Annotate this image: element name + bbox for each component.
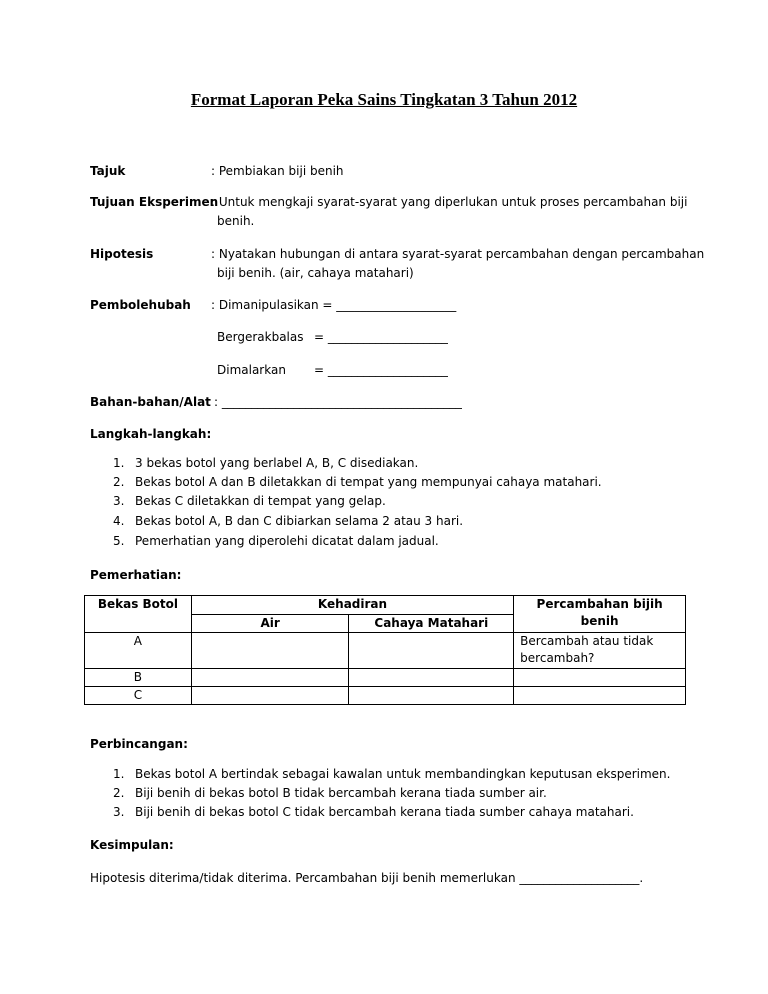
- bahan-label: Bahan-bahan/Alat: [90, 395, 211, 409]
- bergerakbalas-label: Bergerakbalas: [217, 330, 304, 344]
- list-item-number: 2.: [113, 475, 125, 489]
- cell-cahaya-b: [349, 669, 514, 687]
- row-label-b: B: [85, 669, 192, 687]
- list-item: 3 bekas botol yang berlabel A, B, C disediakan.: [135, 456, 419, 470]
- table-row: [85, 687, 686, 705]
- bergerakbalas-blank: = ____________________: [314, 330, 448, 344]
- pemerhatian-heading: Pemerhatian:: [90, 568, 182, 582]
- dimalarkan-blank: = ____________________: [314, 363, 448, 377]
- cell-cahaya-c: [349, 687, 514, 705]
- list-item-number: 3.: [113, 805, 125, 819]
- cell-air-a: [191, 633, 349, 669]
- dimalarkan-label: Dimalarkan: [217, 363, 286, 377]
- col-header-kehadiran: Kehadiran: [191, 596, 513, 615]
- list-item-number: 5.: [113, 534, 125, 548]
- observation-table: [84, 595, 686, 705]
- list-item-number: 3.: [113, 494, 125, 508]
- pembolehubah-label: Pembolehubah: [90, 298, 191, 312]
- list-item-number: 4.: [113, 514, 125, 528]
- tujuan-value-2: benih.: [217, 214, 255, 228]
- hipotesis-label: Hipotesis: [90, 247, 154, 261]
- list-item-number: 2.: [113, 786, 125, 800]
- list-item: Biji benih di bekas botol B tidak bercambah kerana tiada sumber air.: [135, 786, 547, 800]
- list-item-number: 1.: [113, 767, 125, 781]
- tajuk-value: : Pembiakan biji benih: [211, 164, 344, 178]
- row-label-c: C: [85, 687, 192, 705]
- list-item-number: 1.: [113, 456, 125, 470]
- cell-result-b: [514, 669, 686, 687]
- list-item: Bekas botol A dan B diletakkan di tempat yang mempunyai cahaya matahari.: [135, 475, 602, 489]
- page-title: Format Laporan Peka Sains Tingkatan 3 Tahun 2012: [190, 90, 578, 109]
- cell-air-c: [191, 687, 349, 705]
- hipotesis-value-2: biji benih. (air, cahaya matahari): [217, 266, 414, 280]
- bahan-blank: : ________________________________________: [214, 395, 462, 409]
- table-row: [85, 669, 686, 687]
- list-item: Bekas C diletakkan di tempat yang gelap.: [135, 494, 386, 508]
- col-header-percambahan: Percambahan bijih benih: [514, 596, 686, 633]
- kesimpulan-heading: Kesimpulan:: [90, 838, 174, 852]
- cell-air-b: [191, 669, 349, 687]
- dimanipulasikan-field: : Dimanipulasikan = ____________________: [211, 298, 457, 312]
- cell-result-a: Bercambah atau tidak bercambah?: [514, 633, 686, 669]
- hipotesis-value: : Nyatakan hubungan di antara syarat-syarat percambahan dengan percambahan: [211, 247, 705, 261]
- perbincangan-heading: Perbincangan:: [90, 737, 188, 751]
- cell-result-c: [514, 687, 686, 705]
- list-item: Bekas botol A bertindak sebagai kawalan untuk membandingkan keputusan eksperimen.: [135, 767, 671, 781]
- list-item: Pemerhatian yang diperolehi dicatat dalam jadual.: [135, 534, 439, 548]
- row-label-a: A: [85, 633, 192, 669]
- cell-cahaya-a: [349, 633, 514, 669]
- tajuk-label: Tajuk: [90, 164, 126, 178]
- list-item: Bekas botol A, B dan C dibiarkan selama 2 atau 3 hari.: [135, 514, 464, 528]
- sub-header-cahaya: Cahaya Matahari: [349, 615, 514, 633]
- kesimpulan-text: Hipotesis diterima/tidak diterima. Percambahan biji benih memerlukan ____________________.: [90, 871, 644, 885]
- langkah-heading: Langkah-langkah:: [90, 427, 212, 441]
- list-item: Biji benih di bekas botol C tidak bercambah kerana tiada sumber cahaya matahari.: [135, 805, 634, 819]
- table-row: [85, 633, 686, 669]
- tujuan-value: : Untuk mengkaji syarat-syarat yang diperlukan untuk proses percambahan biji: [211, 195, 688, 209]
- tujuan-label: Tujuan Eksperimen: [90, 195, 219, 209]
- sub-header-air: Air: [191, 615, 349, 633]
- col-header-bekas: Bekas Botol: [85, 596, 192, 633]
